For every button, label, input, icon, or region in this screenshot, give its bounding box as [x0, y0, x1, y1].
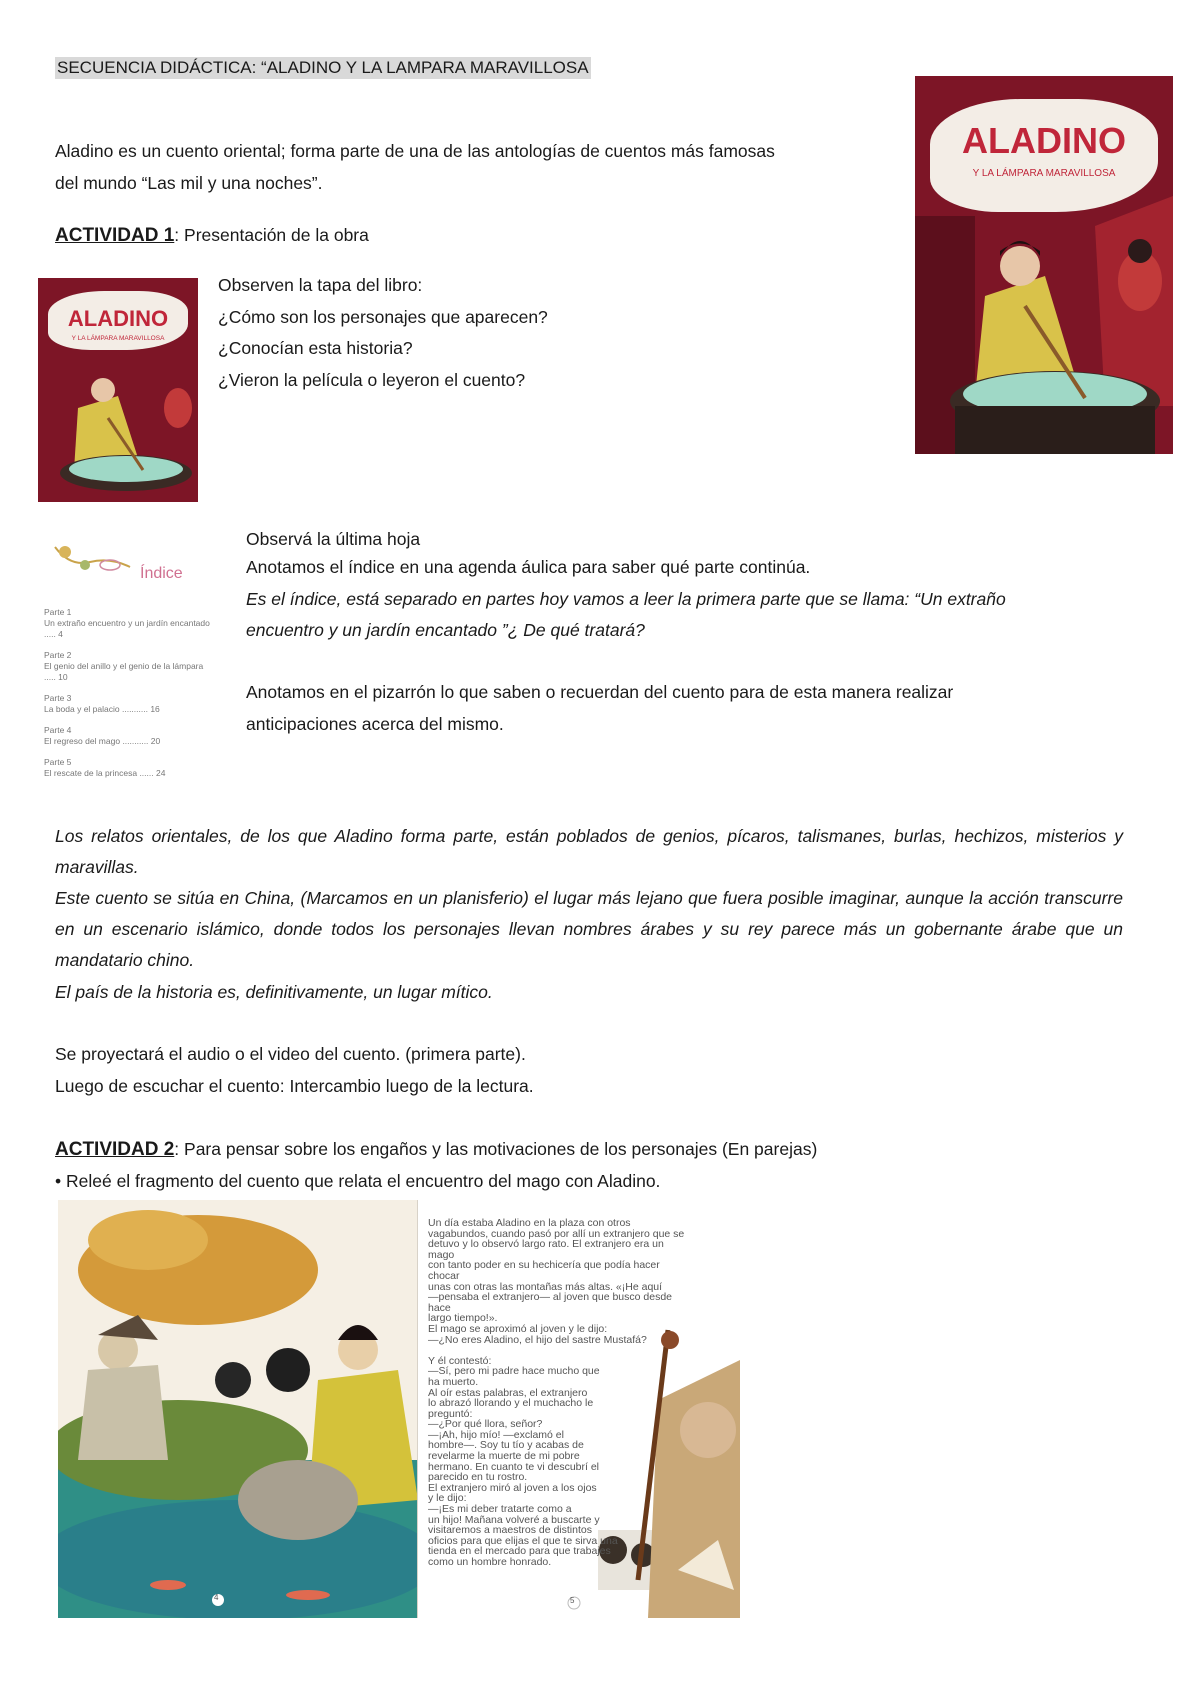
book-spread-image — [58, 1200, 740, 1618]
oriental-paragraph-1: Los relatos orientales, de los que Aladino forma parte, están poblados de genios, pícaros, talismanes, burlas, hechizos, misterios y maravillas. — [55, 826, 1123, 877]
board-line-1: Anotamos en el pizarrón lo que saben o recuerdan del cuento para de esta manera realizar — [246, 682, 954, 702]
activity-1-suffix: : Presentación de la obra — [174, 225, 369, 245]
book-cover-large — [915, 76, 1173, 454]
page-number-left: 4 — [214, 1593, 219, 1602]
listening-line-1: Se proyectará el audio o el video del cuento. (primera parte). — [55, 1044, 526, 1064]
oriental-paragraph-3: El país de la historia es, definitivamente, un lugar mítico. — [55, 982, 493, 1002]
question-line-1: Observen la tapa del libro: — [218, 275, 423, 295]
listening-line-2: Luego de escuchar el cuento: Intercambio luego de la lectura. — [55, 1076, 534, 1096]
book-cover-small — [38, 278, 198, 502]
toc-entry: El genio del anillo y el genio de la lámpara ..... 10 — [44, 661, 204, 682]
toc-part: Parte 2 — [44, 650, 72, 660]
cover-subtitle: Y LA LÁMPARA MARAVILLOSA — [972, 168, 1116, 179]
cover-small-subtitle: Y LA LÁMPARA MARAVILLOSA — [71, 335, 165, 342]
toc-entry: La boda y el palacio ........... 16 — [44, 704, 160, 714]
toc-entry: El rescate de la princesa ...... 24 — [44, 768, 166, 778]
activity-1-label: ACTIVIDAD 1 — [55, 225, 175, 246]
intro-line-1: Aladino es un cuento oriental; forma parte de una de las antologías de cuentos más famosas — [55, 141, 775, 161]
toc-part: Parte 5 — [44, 757, 72, 767]
board-line-2: anticipaciones acerca del mismo. — [246, 714, 504, 734]
page-number-right: 5 — [570, 1596, 575, 1605]
toc-entry: Un extraño encuentro y un jardín encantado ..... 4 — [44, 618, 210, 639]
index-page-image — [44, 535, 224, 780]
question-line-2: ¿Cómo son los personajes que aparecen? — [218, 307, 548, 327]
activity-1-heading — [55, 220, 369, 251]
cover-small-title: ALADINO — [67, 306, 169, 331]
index-line-2: Anotamos el índice en una agenda áulica para saber qué parte continúa. — [246, 557, 811, 577]
toc-part: Parte 4 — [44, 725, 72, 735]
activity-2-suffix: : Para pensar sobre los engaños y las motivaciones de los personajes (En parejas) — [174, 1139, 818, 1159]
floral-ornament-icon — [50, 537, 150, 587]
index-image-title: Índice — [140, 565, 183, 582]
index-line-1: Observá la última hoja — [246, 529, 421, 549]
index-italic-line-2: encuentro y un jardín encantado ”¿ De qué tratará? — [246, 620, 645, 640]
document-title: SECUENCIA DIDÁCTICA: “ALADINO Y LA LAMPARA MARAVILLOSA — [57, 58, 589, 77]
toc-entry: El regreso del mago ........... 20 — [44, 736, 161, 746]
cover-title: ALADINO — [962, 120, 1126, 161]
activity-2-heading — [55, 1134, 817, 1165]
intro-line-2: del mundo “Las mil y una noches”. — [55, 173, 323, 193]
toc-part: Parte 1 — [44, 607, 72, 617]
toc-part: Parte 3 — [44, 693, 72, 703]
activity-2-bullet: • Releé el fragmento del cuento que relata el encuentro del mago con Aladino. — [55, 1171, 661, 1191]
oriental-paragraph-2: Este cuento se sitúa en China, (Marcamos en un planisferio) el lugar más lejano que fuera posible imaginar, aunque la acción transcurre en un escenario islámico, donde todos los personajes llevan nombres árabes y su rey parece más un gobernante árabe que un mandatario chino. — [55, 888, 1123, 970]
question-line-3: ¿Conocían esta historia? — [218, 338, 413, 358]
activity-2-label: ACTIVIDAD 2 — [55, 1139, 175, 1160]
book-page-text: Un día estaba Aladino en la plaza con otros vagabundos, cuando pasó por allí un extranjero que se detuvo y lo observó largo rato. El extranjero era un mago con tanto poder en su hechicería que podía hacer chocar unas con otras las montañas más altas. «¡He aquí —pensaba el extranjero— al joven que busco desde hace largo tiempo!». El mago se aproximó al joven y le dijo: —¿No eres Aladino, el hijo del sastre Mustafá? Y él contestó: —Sí, pero mi padre hace mucho que ha muerto. Al oír estas palabras, el extranjero lo abrazó llorando y el muchacho le preguntó: —¿Por qué llora, señor? —¡Ah, hijo mío! —exclamó el hombre—. Soy tu tío y acabas de revelarme la muerte de mi pobre hermano. En cuanto te vi descubrí el parecido en tu rostro. El extranjero miró al joven a los ojos y le dijo: —¡Es mi deber tratarte como a un hijo! Mañana volveré a buscarte y visitaremos a maestros de distintos oficios para que elijas el que te sirva una tienda en el mercado para que trabajes como un hombre honrado. — [428, 1217, 685, 1568]
question-line-4: ¿Vieron la película o leyeron el cuento? — [218, 370, 526, 390]
index-italic-line-1: Es el índice, está separado en partes hoy vamos a leer la primera parte que se llama: “Un extraño — [246, 589, 1006, 609]
